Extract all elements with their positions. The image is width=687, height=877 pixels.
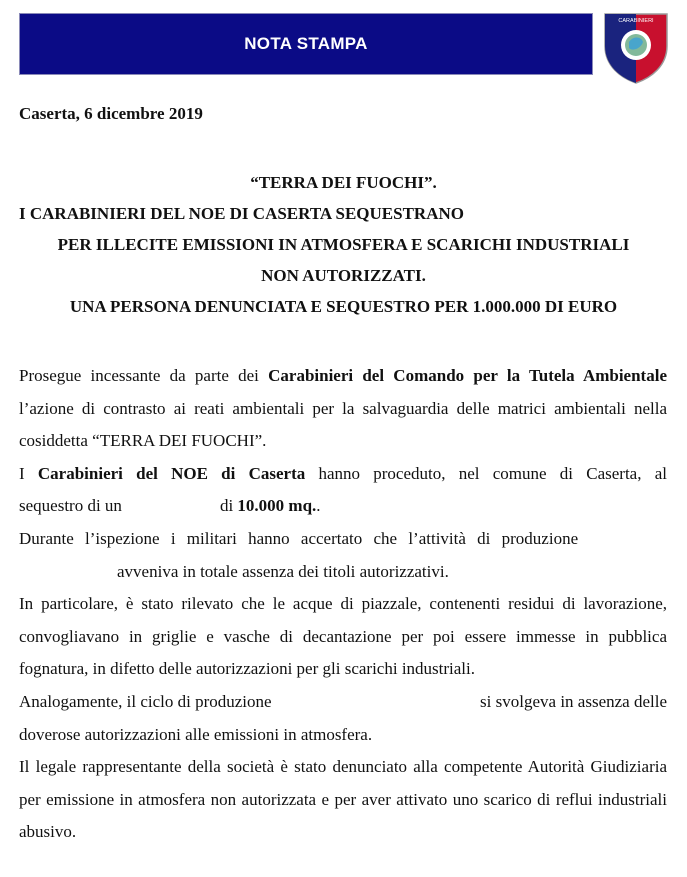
headline-line-3: PER ILLECITE EMISSIONI IN ATMOSFERA E SCARICHI INDUSTRIALI — [57, 235, 630, 254]
p2-text-e: di — [219, 496, 238, 516]
p2-line-2 — [19, 490, 667, 523]
p2-text-a: I — [19, 463, 38, 483]
p2-bold-area: 10.000 mq. — [237, 496, 317, 516]
logo-text: CARABINIERI — [618, 18, 654, 24]
p1-text-a: Prosegue incessante da parte dei — [19, 366, 269, 385]
paragraph-1 — [19, 360, 667, 458]
p5-line-1 — [19, 686, 667, 719]
p3-line-1: Durante l’ispezione i militari hanno accertato che l’attività di produzione — [19, 528, 579, 548]
carabinieri-tutela-ambientale-logo — [603, 12, 669, 84]
banner-title: NOTA STAMPA — [244, 34, 368, 53]
p2-text-c: hanno proceduto, nel comune di Caserta, al — [305, 463, 667, 483]
headline — [0, 167, 687, 322]
headline-line-2: I CARABINIERI DEL NOE DI CASERTA SEQUESTRANO — [19, 204, 464, 223]
p2-text-d: sequestro di un — [19, 496, 122, 516]
release-date: Caserta, 6 dicembre 2019 — [19, 104, 203, 123]
paragraph-3 — [19, 523, 667, 588]
p1-bold: Carabinieri del Comando per la Tutela Ambientale — [268, 366, 667, 385]
press-release-banner — [19, 13, 593, 75]
article-body — [19, 360, 667, 849]
p5-text-b: si svolgeva in assenza delle — [480, 691, 667, 711]
paragraph-4: In particolare, è stato rilevato che le acque di piazzale, contenenti residui di lavorazione, convogliavano in griglie e vasche di decantazione per poi essere immesse in pubblica fognatura, in difetto delle autorizzazioni per gli scarichi industriali. — [19, 594, 667, 679]
headline-line-1: “TERRA DEI FUOCHI”. — [250, 173, 437, 192]
p3-line-2: avveniva in totale assenza dei titoli autorizzativi. — [117, 561, 449, 581]
p2-text-g: . — [316, 496, 321, 516]
paragraph-2 — [19, 458, 667, 523]
paragraph-5 — [19, 686, 667, 751]
p2-line-1 — [19, 458, 667, 491]
headline-line-5: UNA PERSONA DENUNCIATA E SEQUESTRO PER 1.000.000 DI EURO — [69, 297, 618, 316]
p2-bold: Carabinieri del NOE di Caserta — [37, 463, 306, 483]
p1-text-c: l’azione di contrasto ai reati ambientali per la salvaguardia delle matrici ambientali nella cosiddetta “TERRA DEI FUOCHI”. — [19, 398, 667, 451]
headline-line-4: NON AUTORIZZATI. — [261, 266, 426, 285]
p5-line-2: doverose autorizzazioni alle emissioni in atmosfera. — [19, 724, 373, 744]
p5-text-a: Analogamente, il ciclo di produzione — [19, 691, 272, 711]
paragraph-6: Il legale rappresentante della società è stato denunciato alla competente Autorità Giudiziaria per emissione in atmosfera non autorizzata e per aver attivato uno scarico di reflui industriali abusivo. — [19, 757, 667, 842]
